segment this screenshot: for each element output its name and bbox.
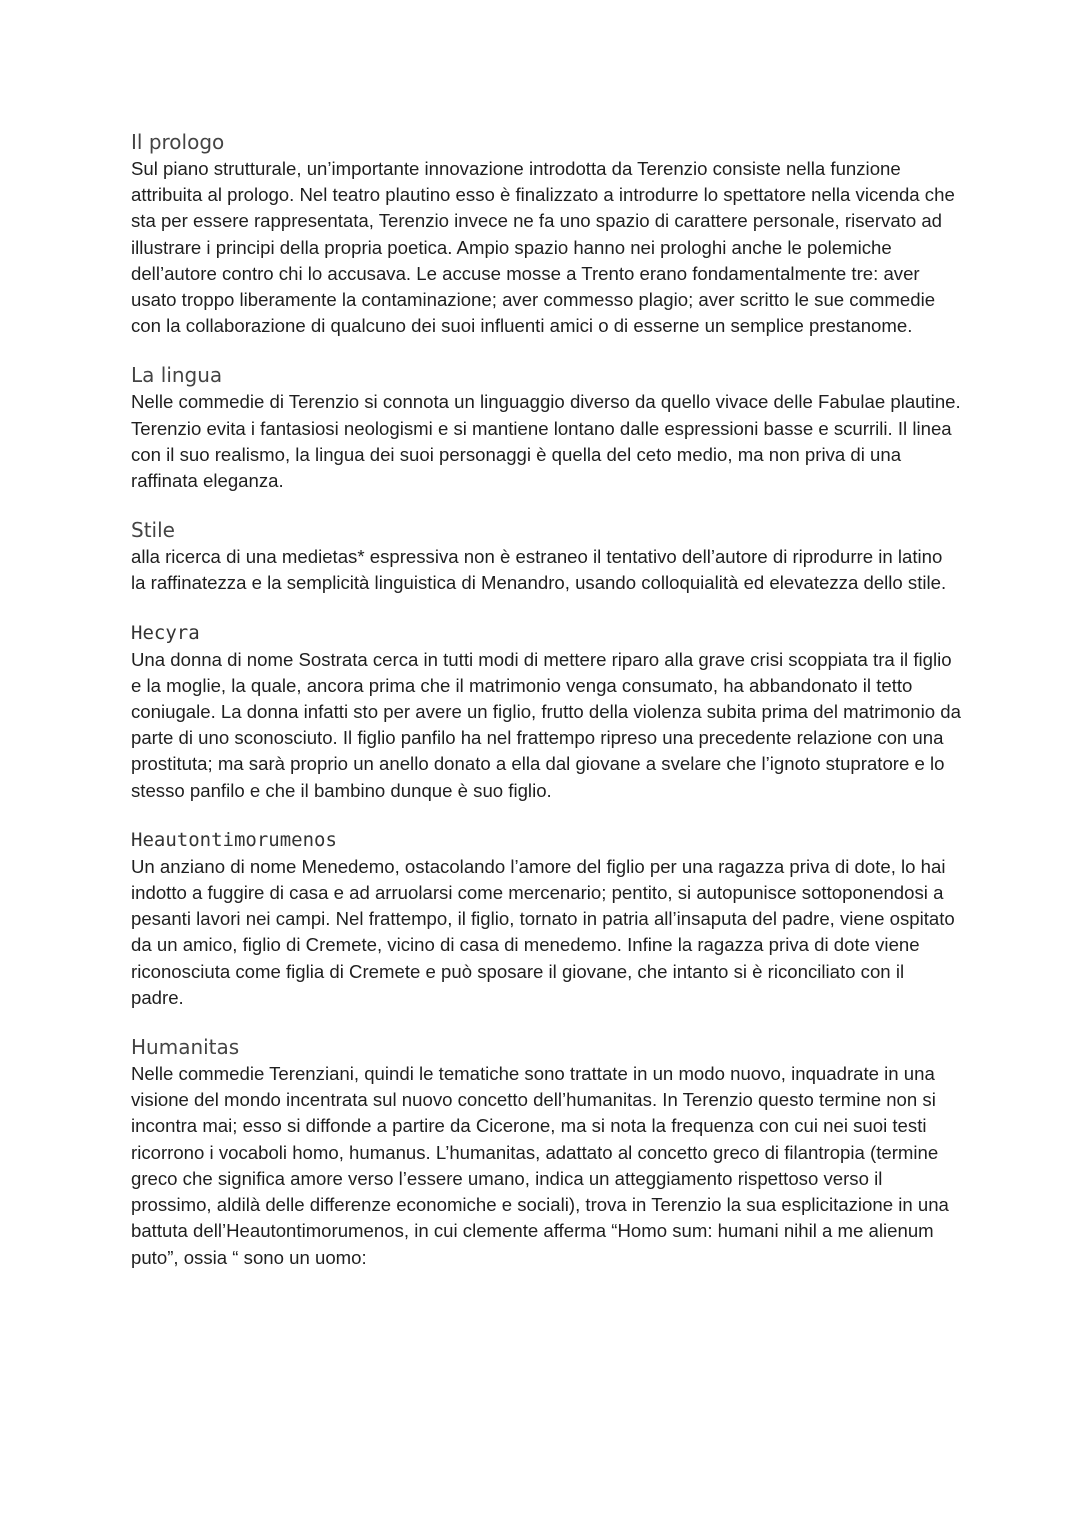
section-heading: La lingua — [131, 363, 223, 388]
section-heading: Humanitas — [131, 1035, 240, 1060]
section-heading: Stile — [131, 518, 175, 543]
section-hecyra — [131, 619, 961, 804]
section-heading: Heautontimorumenos — [131, 828, 337, 851]
section-lingua — [131, 361, 961, 494]
section-paragraph: Una donna di nome Sostrata cerca in tutti modi di mettere riparo alla grave crisi scoppiata tra il figlio e la moglie, la quale, ancora prima che il matrimonio venga consumato, ha abbandonato il tetto coniugale. La donna infatti sto per avere un figlio, frutto della violenza subita prima del matrimonio da parte di uno sconosciuto. Il figlio panfilo ha nel frattempo ripreso una precedente relazione con una prostituta; ma sarà proprio un anello donato a ella dal giovane a svelare che l’ignoto stupratore e lo stesso panfilo e che il bambino dunque è suo figlio. — [131, 648, 961, 801]
section-paragraph: Nelle commedie Terenziani, quindi le tematiche sono trattate in un modo nuovo, inquadrate in una visione del mondo incentrata sul nuovo concetto dell’humanitas. In Terenzio questo termine non si incontra mai; esso si diffonde a partire da Cicerone, ma si nota la frequenza con cui nei suoi testi ricorrono i vocaboli homo, humanus. L’humanitas, adattato al concetto greco di filantropia (termine greco che significa amore verso l’essere umano, indica un atteggiamento rispettoso verso il prossimo, aldilà delle differenze economiche e sociali), trova in Terenzio la sua esplicitazione in una battuta dell’Heautontimorumenos, in cui clemente afferma “Homo sum: humani nihil a me alienum puto”, ossia “ sono un uomo: — [131, 1063, 949, 1268]
section-paragraph: Un anziano di nome Menedemo, ostacolando l’amore del figlio per una ragazza priva di dote, lo hai indotto a fuggire di casa e ad arruolarsi come mercenario; pentito, si autopunisce sottoponendosi a pesanti lavori nei campi. Nel frattempo, il figlio, tornato in patria all’insaputa del padre, viene ospitato da un amico, figlio di Cremete, vicino di casa di menedemo. Infine la ragazza priva di dote viene riconosciuta come figlia di Cremete e può sposare il giovane, che intanto si è riconciliato con il padre. — [131, 855, 955, 1008]
section-humanitas — [131, 1033, 961, 1271]
section-paragraph: Sul piano strutturale, un’importante innovazione introdotta da Terenzio consiste nella funzione attribuita al prologo. Nel teatro plautino esso è finalizzato a introdurre lo spettatore nella vicenda che sta per essere rappresentata, Terenzio invece ne fa uno spazio di carattere personale, riservato ad illustrare i principi della propria poetica. Ampio spazio hanno nei prologhi anche le polemiche dell’autore contro chi lo accusava. Le accuse mosse a Trento erano fondamentalmente tre: aver usato troppo liberamente la contaminazione; aver commesso plagio; aver scritto le sue commedie con la collaborazione di qualcuno dei suoi influenti amici o di esserne un semplice prestanome. — [131, 158, 955, 337]
section-prologo — [131, 128, 961, 339]
section-heautontimorumenos — [131, 826, 961, 1011]
document-page — [131, 128, 961, 1293]
section-heading: Hecyra — [131, 621, 200, 644]
section-paragraph: alla ricerca di una medietas* espressiva non è estraneo il tentativo dell’autore di riprodurre in latino la raffinatezza e la semplicità linguistica di Menandro, usando colloquialità ed elevatezza dello stile. — [131, 546, 947, 594]
section-stile — [131, 516, 961, 596]
section-paragraph: Nelle commedie di Terenzio si connota un linguaggio diverso da quello vivace delle Fabulae plautine. Terenzio evita i fantasiosi neologismi e si mantiene lontano dalle espressioni basse e scurrili. Il linea con il suo realismo, la lingua dei suoi personaggi è quella del ceto medio, ma non priva di una raffinata eleganza. — [131, 391, 961, 492]
section-heading: Il prologo — [131, 130, 225, 154]
